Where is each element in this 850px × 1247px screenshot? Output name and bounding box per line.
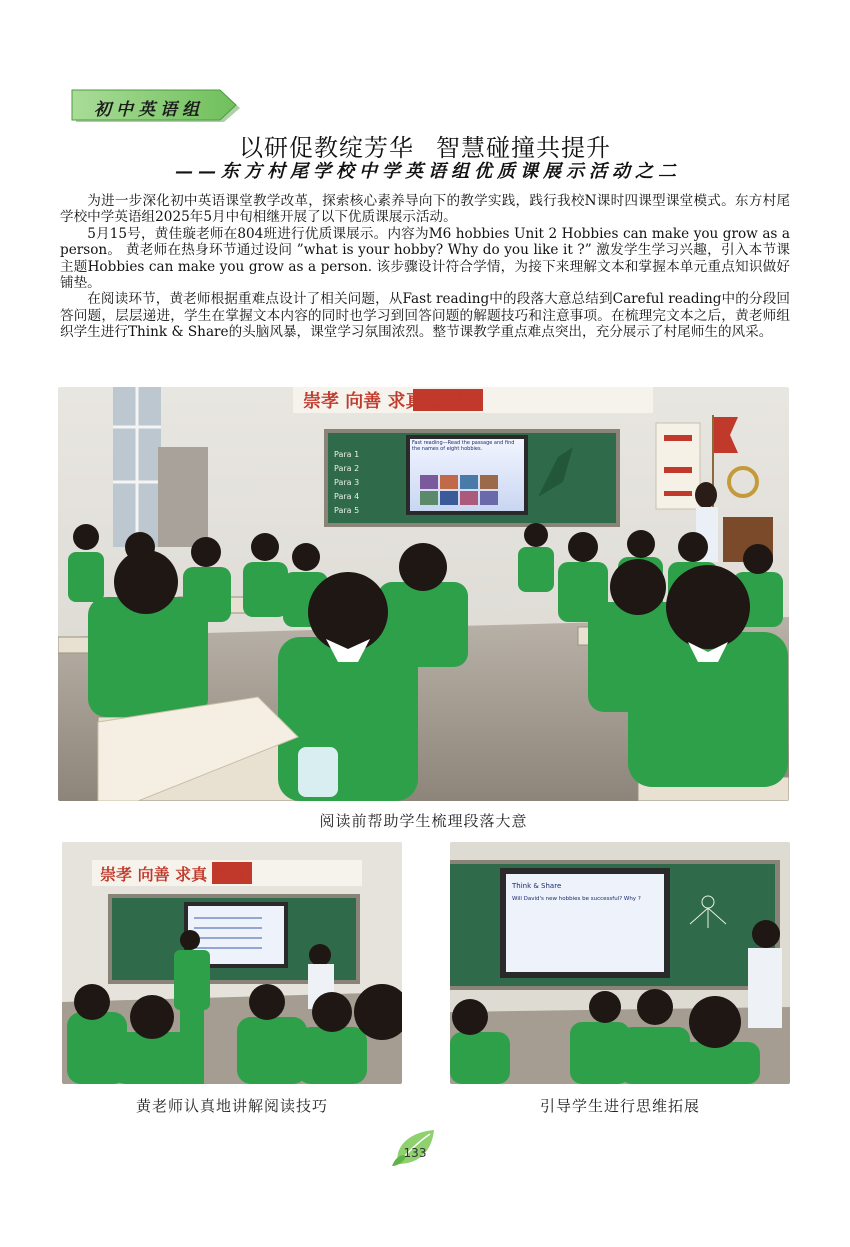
page-subtitle: ——东方村尾学校中学英语组优质课展示活动之二	[175, 161, 681, 182]
page-number-text: 133	[403, 1146, 427, 1160]
article-body	[60, 193, 790, 341]
board-line-3: Para 3	[334, 478, 360, 487]
right-slide-line: Will David's new hobbies be successful? Why ?	[512, 896, 641, 902]
page-number	[390, 1126, 440, 1170]
title-part-1: 以研促教绽芳华	[239, 134, 414, 162]
left-classroom-photo	[62, 842, 402, 1084]
main-classroom-photo	[58, 387, 789, 801]
title-part-2: 智慧碰撞共提升	[436, 134, 611, 162]
slide-title: Fast reading—Read the passage and find the names of eight hobbies.	[412, 440, 515, 452]
main-photo-caption: 阅读前帮助学生梳理段落大意	[319, 812, 528, 830]
right-classroom-photo	[450, 842, 790, 1084]
classroom-slogan: 崇孝 向善 求真 立美	[303, 391, 466, 412]
left-photo-caption: 黄老师认真地讲解阅读技巧	[135, 1097, 328, 1115]
board-line-4: Para 4	[334, 492, 360, 501]
board-line-1: Para 1	[334, 450, 360, 459]
paragraph-3: 在阅读环节，黄老师根据重难点设计了相关问题，从Fast reading中的段落大意总结到Careful reading中的分段回答问题，层层递进，学生在掌握文本内容的同时也学习到回答问题的解题技巧和注意事项。在梳理完文本之后，黄老师组织学生进行Think & Share的头脑风暴，课堂学习氛围浓烈。整节课教学重点难点突出，充分展示了村尾师生的风采。	[60, 291, 790, 341]
right-slide-title: Think & Share	[512, 882, 562, 890]
paragraph-1: 为进一步深化初中英语课堂教学改革，探索核心素养导向下的教学实践，践行我校N课时四课型课堂模式。东方村尾学校中学英语组2025年5月中旬相继开展了以下优质课展示活动。	[60, 193, 790, 226]
section-tag	[70, 89, 240, 123]
section-tag-label: 初中英语组	[94, 100, 204, 120]
board-line-2: Para 2	[334, 464, 360, 473]
left-photo-slogan: 崇孝 向善 求真 立美	[100, 865, 245, 884]
paragraph-2: 5月15号，黄佳璇老师在804班进行优质课展示。内容为M6 hobbies Unit 2 Hobbies can make you grow as a person。 黄老师在热身环节通过设问 ”what is your hobby? Why do you like it ?” 激发学生学习兴趣，引入本节课主题Hobbies can make you grow as a person. 该步骤设计符合学情，为接下来理解文本和掌握本单元重点知识做好铺垫。	[60, 225, 790, 292]
board-line-5: Para 5	[334, 506, 360, 515]
right-photo-caption: 引导学生进行思维拓展	[539, 1097, 700, 1115]
